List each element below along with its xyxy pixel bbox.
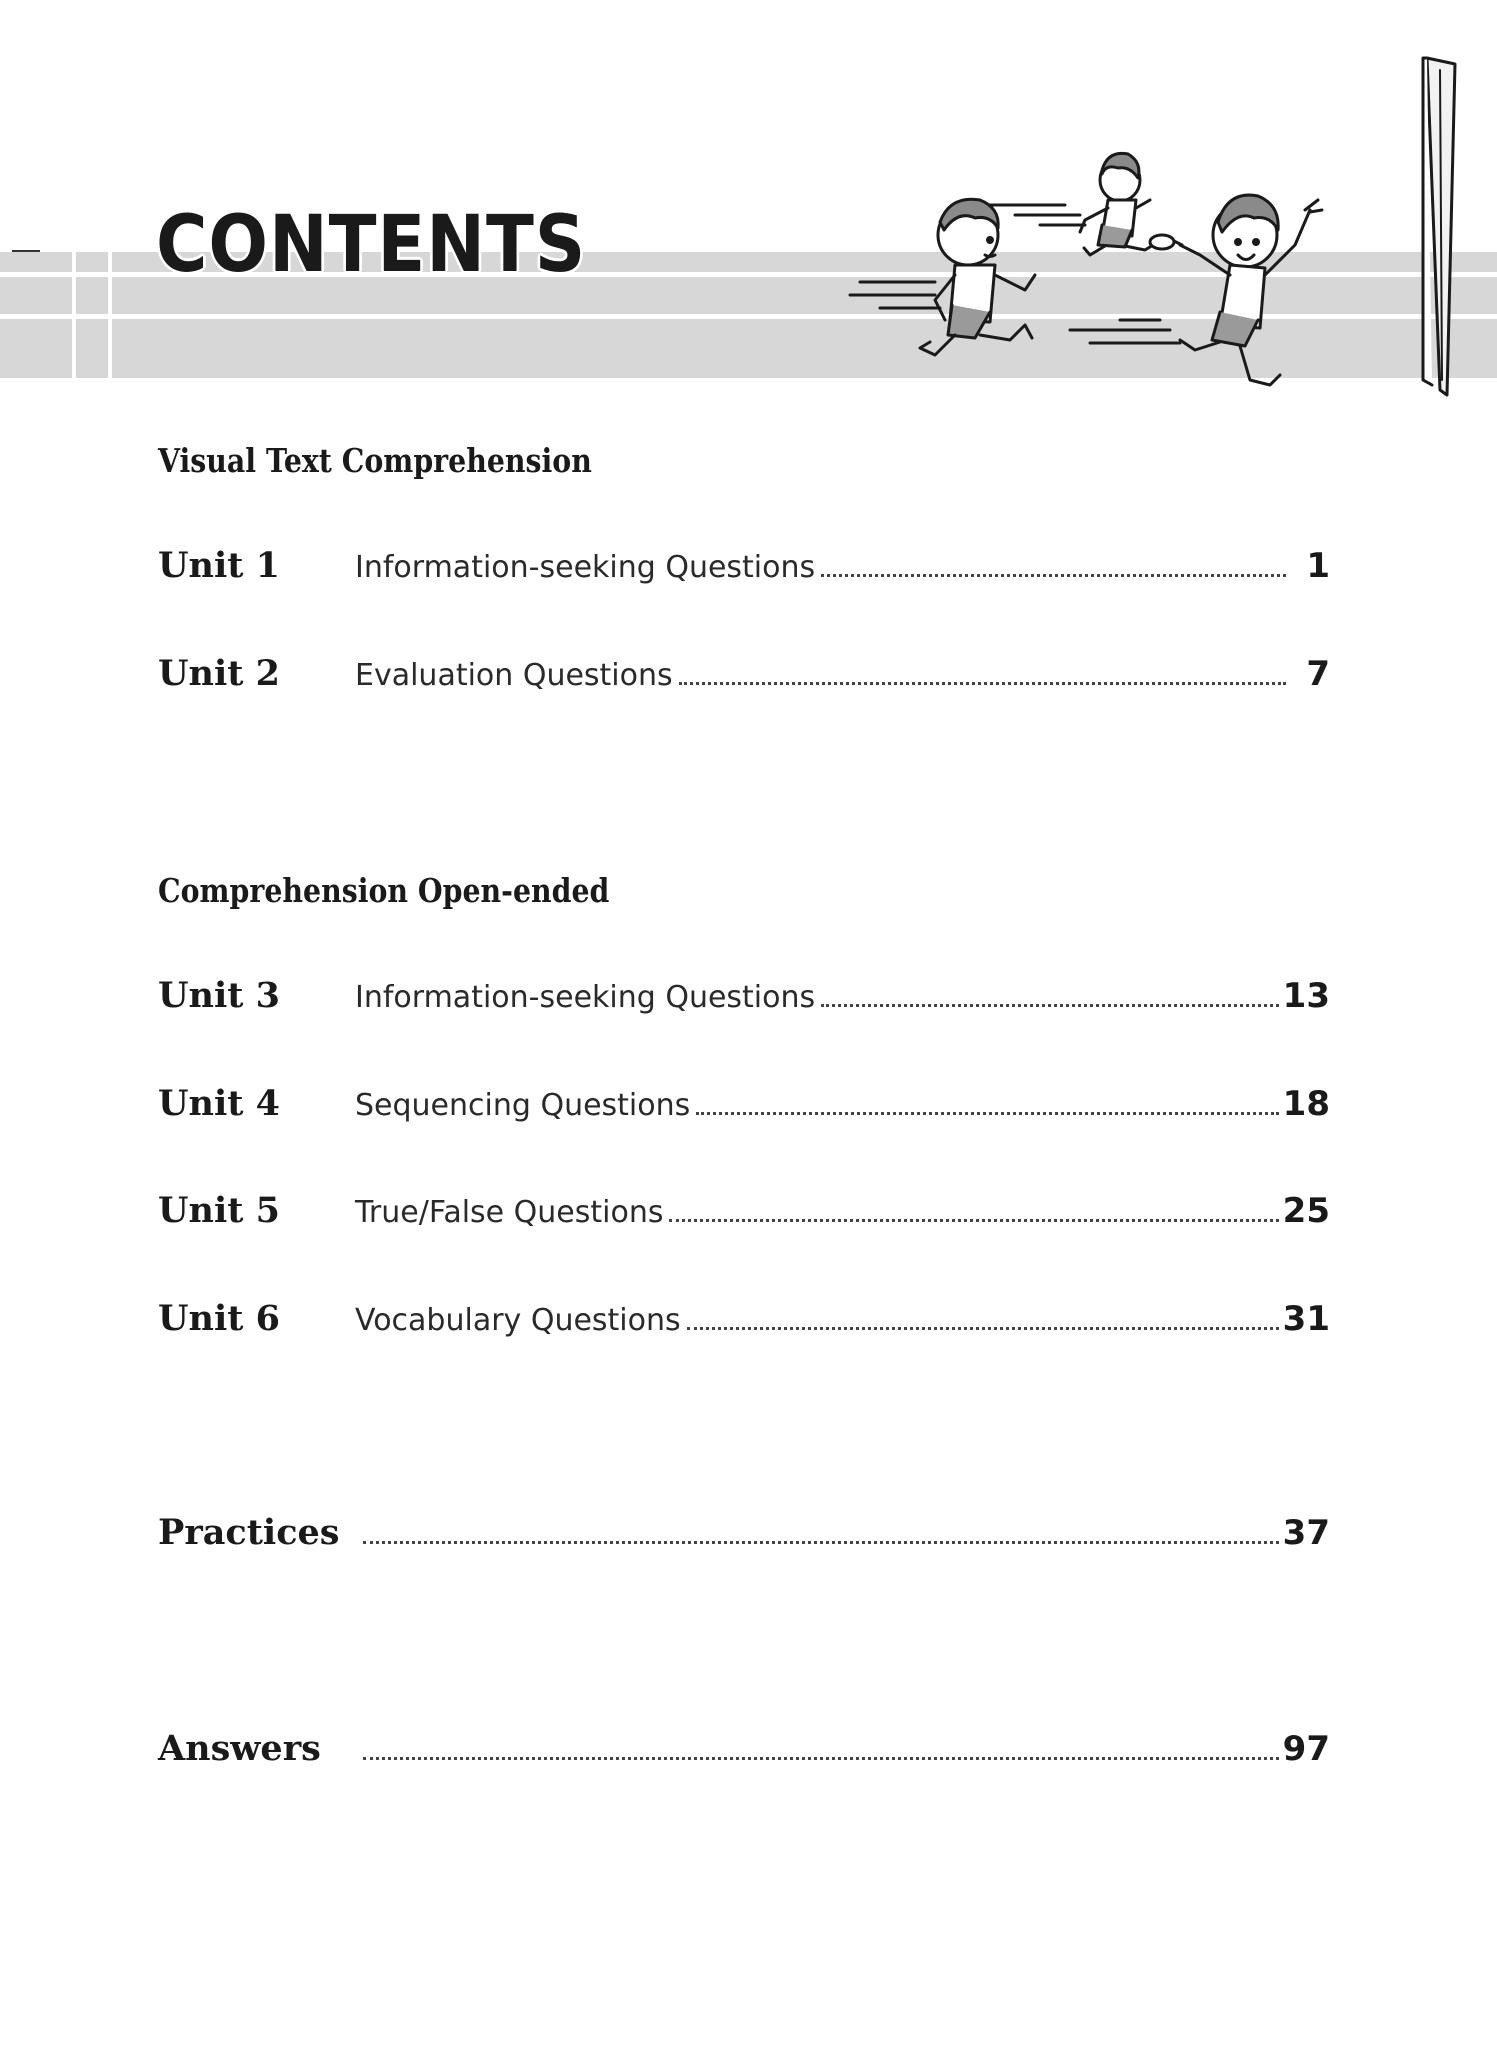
- section-title: Comprehension Open-ended: [158, 871, 610, 910]
- unit-label: Unit 1: [158, 545, 280, 586]
- entry-title: Information-seeking Questions: [355, 550, 816, 585]
- unit-label: Unit 2: [158, 653, 280, 694]
- dot-leader: [696, 1112, 1278, 1115]
- toc-entry[interactable]: [158, 1298, 1330, 1348]
- unit-label: Unit 5: [158, 1190, 280, 1231]
- dot-leader: [821, 574, 1286, 577]
- entry-label: Answers: [158, 1728, 321, 1769]
- toc-entry[interactable]: [158, 545, 1330, 595]
- toc-entry-practices[interactable]: [158, 1512, 1330, 1562]
- running-kid-icon: [850, 199, 1035, 355]
- section-title: Visual Text Comprehension: [158, 441, 592, 480]
- page-number: 25: [1282, 1191, 1330, 1231]
- page-number: 37: [1282, 1513, 1330, 1553]
- dot-leader: [687, 1327, 1279, 1330]
- toc-entry[interactable]: [158, 1083, 1330, 1133]
- running-kid-icon: [990, 153, 1158, 255]
- entry-title: Evaluation Questions: [355, 658, 673, 693]
- dot-leader: [669, 1219, 1278, 1222]
- page-number: 97: [1282, 1729, 1330, 1769]
- entry-label: Practices: [158, 1512, 340, 1553]
- entry-title: Sequencing Questions: [355, 1088, 691, 1123]
- finish-post-icon: [1423, 58, 1455, 395]
- band-line: [108, 252, 112, 378]
- band-line: [72, 252, 76, 378]
- page-number: 1: [1306, 546, 1330, 586]
- toc-entry[interactable]: [158, 1190, 1330, 1240]
- dot-leader: [363, 1757, 1279, 1760]
- page-number: 13: [1282, 976, 1330, 1016]
- entry-title: Information-seeking Questions: [355, 980, 816, 1015]
- toc-entry-answers[interactable]: [158, 1728, 1330, 1778]
- unit-label: Unit 3: [158, 975, 280, 1016]
- toc-entry[interactable]: [158, 975, 1330, 1025]
- page-title: CONTENTS: [156, 200, 587, 290]
- unit-label: Unit 4: [158, 1083, 280, 1124]
- unit-label: Unit 6: [158, 1298, 280, 1339]
- entry-title: Vocabulary Questions: [355, 1303, 681, 1338]
- dot-leader: [821, 1004, 1279, 1007]
- dot-leader: [363, 1541, 1279, 1544]
- page-number: 7: [1306, 654, 1330, 694]
- page-number: 18: [1282, 1084, 1330, 1124]
- entry-title: True/False Questions: [355, 1195, 664, 1230]
- running-kids-illustration: [840, 50, 1497, 410]
- dot-leader: [679, 682, 1286, 685]
- page-number: 31: [1282, 1299, 1330, 1339]
- toc-entry[interactable]: [158, 653, 1330, 703]
